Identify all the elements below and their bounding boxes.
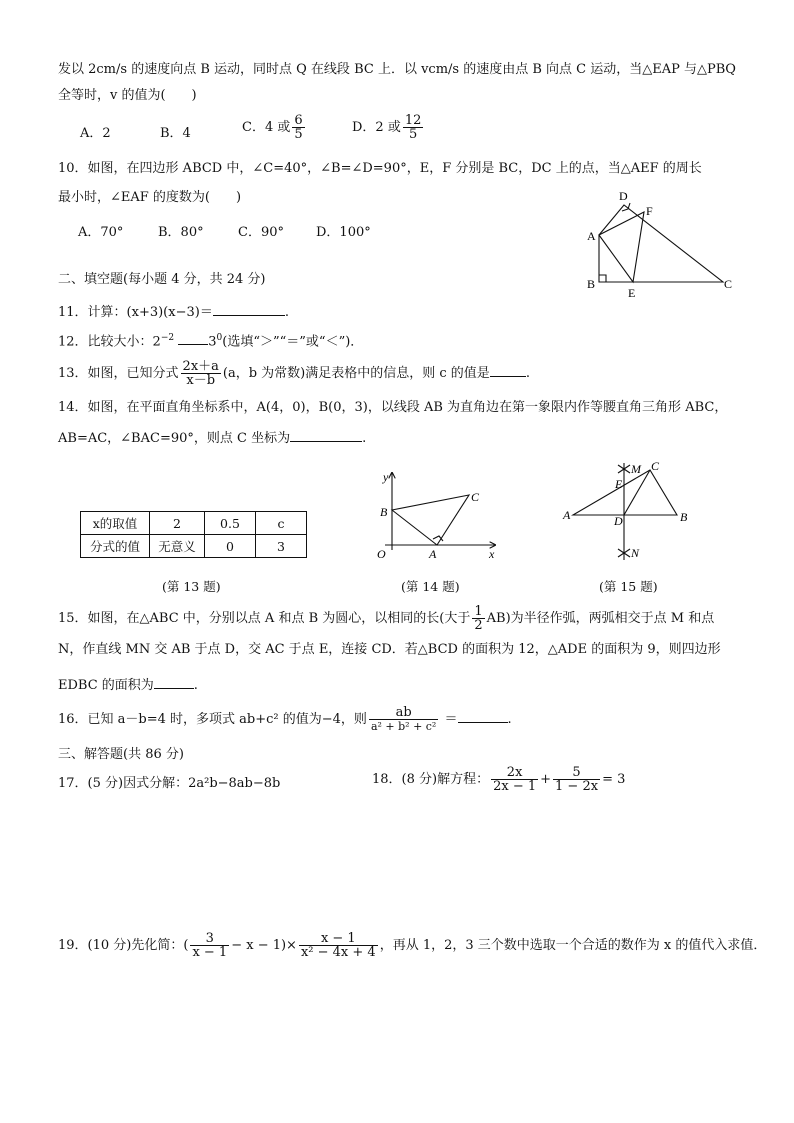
frac-numerator: 12 bbox=[404, 113, 422, 128]
table-row bbox=[81, 535, 307, 558]
frac-numerator: 2x bbox=[491, 766, 538, 780]
table-cell: 0 bbox=[205, 535, 256, 558]
q16-blank bbox=[458, 708, 508, 723]
triangle-abc bbox=[392, 495, 469, 545]
q13-blank bbox=[490, 362, 526, 377]
q19 bbox=[58, 932, 766, 959]
label-d: D bbox=[619, 189, 628, 203]
q19-suffix: ，再从 1，2，3 三个数中选取一个合适的数作为 x 的值代入求值． bbox=[379, 938, 767, 953]
table-cell: 2 bbox=[150, 512, 205, 535]
q13-prefix: 13．如图，已知分式 bbox=[58, 366, 179, 381]
q19-prefix: 19．(10 分)先化简：( bbox=[58, 938, 189, 953]
q14-line2 bbox=[58, 427, 366, 448]
q10-option-a: A．70° bbox=[78, 225, 124, 240]
q13 bbox=[58, 360, 530, 387]
table-cell: 0.5 bbox=[205, 512, 256, 535]
q15-line3 bbox=[58, 674, 198, 695]
frac-denominator: x − 1 bbox=[192, 945, 228, 960]
q16-prefix: 16．已知 a－b=4 时，多项式 ab+c² 的值为−4，则 bbox=[58, 712, 367, 727]
q11-text: 11．计算：(x+3)(x−3)＝ bbox=[58, 305, 213, 320]
q10-line1: 10．如图，在四边形 ABCD 中，∠C=40°，∠B=∠D=90°，E，F 分别是 BC，DC 上的点，当△AEF 的周长 bbox=[58, 161, 702, 176]
label-a: A bbox=[429, 547, 437, 561]
frac-denominator: 5 bbox=[408, 127, 418, 142]
q15-blank bbox=[154, 674, 194, 689]
caption-q15: (第 15 题) bbox=[599, 579, 658, 594]
frac-numerator: 1 bbox=[474, 604, 483, 619]
q18-fraction2 bbox=[553, 766, 600, 793]
q15-line1 bbox=[58, 605, 714, 632]
right-angle-b bbox=[599, 275, 606, 282]
q10-figure bbox=[580, 185, 740, 300]
section3-heading: 三、解答题(共 86 分) bbox=[58, 747, 184, 762]
q15-line3-text: EDBC 的面积为 bbox=[58, 678, 154, 693]
label-c: C bbox=[724, 277, 733, 291]
q17: 17．(5 分)因式分解：2a²b−8ab−8b bbox=[58, 776, 281, 791]
table-cell: 分式的值 bbox=[81, 535, 150, 558]
label-a: A bbox=[587, 229, 596, 243]
q19-fraction1 bbox=[190, 932, 229, 959]
right-angle-a bbox=[433, 536, 443, 541]
q9-option-c-fraction bbox=[292, 114, 304, 141]
label-d: D bbox=[614, 514, 623, 528]
q13-table bbox=[80, 511, 307, 558]
q18-plus: + bbox=[540, 772, 552, 787]
label-f: F bbox=[646, 204, 653, 218]
q13-fraction bbox=[181, 360, 221, 387]
table-cell: c bbox=[256, 512, 307, 535]
label-b: B bbox=[587, 277, 596, 291]
frac-denominator: 5 bbox=[294, 127, 303, 142]
frac-denominator: a² + b² + c² bbox=[370, 720, 437, 733]
q18-equals: = 3 bbox=[602, 772, 626, 787]
q9-line1: 发以 2cm/s 的速度向点 B 运动，同时点 Q 在线段 BC 上．以 vcm/s 的速度由点 B 向点 C 运动，当△EAP 与△PBQ bbox=[58, 62, 736, 77]
caption-q14: (第 14 题) bbox=[401, 579, 460, 594]
q14-line2-text: AB=AC，∠BAC=90°，则点 C 坐标为 bbox=[58, 431, 291, 446]
frac-denominator: x－b bbox=[186, 373, 216, 388]
section2-heading: 二、填空题(每小题 4 分，共 24 分) bbox=[58, 272, 266, 287]
q15-half-fraction bbox=[472, 605, 484, 632]
caption-q13: (第 13 题) bbox=[162, 579, 221, 594]
frac-denominator: 2x − 1 bbox=[493, 779, 537, 794]
q15-end: . bbox=[193, 678, 198, 693]
q16-end: . bbox=[507, 712, 512, 727]
q14-line1: 14．如图，在平面直角坐标系中，A(4，0)，B(0，3)，以线段 AB 为直角边在第一象限内作等腰直角三角形 ABC， bbox=[58, 400, 728, 415]
q15-line2: N，作直线 MN 交 AB 于点 D，交 AC 于点 E，连接 CD．若△BCD 的面积为 12，△ADE 的面积为 9，则四边形 bbox=[58, 642, 721, 657]
label-b: B bbox=[380, 505, 388, 519]
q11-end: . bbox=[284, 305, 289, 320]
q14-end: . bbox=[362, 431, 367, 446]
q13-end: . bbox=[525, 366, 530, 381]
q9-option-c-prefix: C．4 或 bbox=[242, 120, 291, 135]
q16-fraction bbox=[369, 706, 438, 733]
q14-blank bbox=[290, 427, 362, 442]
q18-prefix: 18．(8 分)解方程： bbox=[372, 772, 490, 787]
q11 bbox=[58, 301, 289, 322]
label-m: M bbox=[631, 462, 641, 476]
table-cell: 3 bbox=[256, 535, 307, 558]
q18 bbox=[372, 766, 625, 793]
frac-denominator: 1 − 2x bbox=[555, 779, 599, 794]
q11-blank bbox=[213, 301, 285, 316]
q9-line2: 全等时，v 的值为( ) bbox=[58, 88, 197, 103]
label-c: C bbox=[471, 490, 480, 504]
frac-numerator: 6 bbox=[294, 113, 303, 128]
label-e: E bbox=[615, 477, 623, 491]
q12-suffix: (选填“＞”“＝”或“＜”)． bbox=[222, 334, 364, 350]
frac-numerator: ab bbox=[369, 706, 438, 720]
q12-prefix: 12．比较大小：2 bbox=[58, 334, 161, 350]
label-y: y bbox=[383, 470, 389, 484]
q9-option-a: A．2 bbox=[80, 126, 111, 141]
frac-numerator: 3 bbox=[190, 932, 229, 946]
frac-numerator: 5 bbox=[553, 766, 600, 780]
frac-numerator: 2x＋a bbox=[182, 359, 219, 374]
q19-middle: − x − 1)× bbox=[231, 938, 297, 953]
q14-figure bbox=[365, 465, 505, 565]
q9-option-d-fraction bbox=[403, 114, 424, 141]
q18-fraction1 bbox=[491, 766, 538, 793]
q15-line1-suffix: AB)为半径作弧，两弧相交于点 M 和点 bbox=[486, 611, 715, 626]
q9-option-d-prefix: D．2 或 bbox=[352, 120, 401, 135]
q15-line1-prefix: 15．如图，在△ABC 中，分别以点 A 和点 B 为圆心，以相同的长(大于 bbox=[58, 611, 471, 626]
q9-option-d bbox=[352, 114, 425, 141]
triangle-aef bbox=[599, 212, 644, 282]
quadrilateral-abcd bbox=[599, 205, 723, 282]
q10-option-d: D．100° bbox=[316, 225, 371, 240]
label-e: E bbox=[628, 286, 636, 300]
triangle-abc bbox=[573, 470, 677, 515]
q16-equals: ＝ bbox=[444, 712, 458, 727]
table-row bbox=[81, 512, 307, 535]
q9-option-c bbox=[242, 114, 307, 141]
segment-cd bbox=[624, 470, 650, 515]
label-o: O bbox=[377, 547, 386, 561]
label-b: B bbox=[680, 510, 688, 524]
q12-exponent2: 0 bbox=[216, 333, 223, 343]
table-cell: 无意义 bbox=[150, 535, 205, 558]
q13-suffix: (a，b 为常数)满足表格中的信息，则 c 的值是 bbox=[222, 366, 490, 381]
q16 bbox=[58, 706, 512, 733]
label-x: x bbox=[489, 547, 495, 561]
frac-numerator: x − 1 bbox=[299, 932, 378, 946]
frac-denominator: x² − 4x + 4 bbox=[300, 945, 376, 960]
q12-exponent1: −2 bbox=[160, 333, 175, 343]
frac-denominator: 2 bbox=[474, 618, 483, 633]
label-a: A bbox=[563, 508, 571, 522]
q12 bbox=[58, 329, 363, 351]
q12-base2: 3 bbox=[208, 334, 217, 350]
label-n: N bbox=[631, 546, 640, 560]
q9-option-b: B．4 bbox=[160, 126, 191, 141]
q10-option-b: B．80° bbox=[158, 225, 204, 240]
q10-option-c: C．90° bbox=[238, 225, 284, 240]
table-cell: x的取值 bbox=[81, 512, 150, 535]
q19-fraction2 bbox=[299, 932, 378, 959]
q15-figure bbox=[555, 455, 705, 570]
q12-blank bbox=[178, 330, 208, 345]
label-c: C bbox=[651, 459, 660, 473]
q10-line2: 最小时，∠EAF 的度数为( ) bbox=[58, 190, 242, 205]
